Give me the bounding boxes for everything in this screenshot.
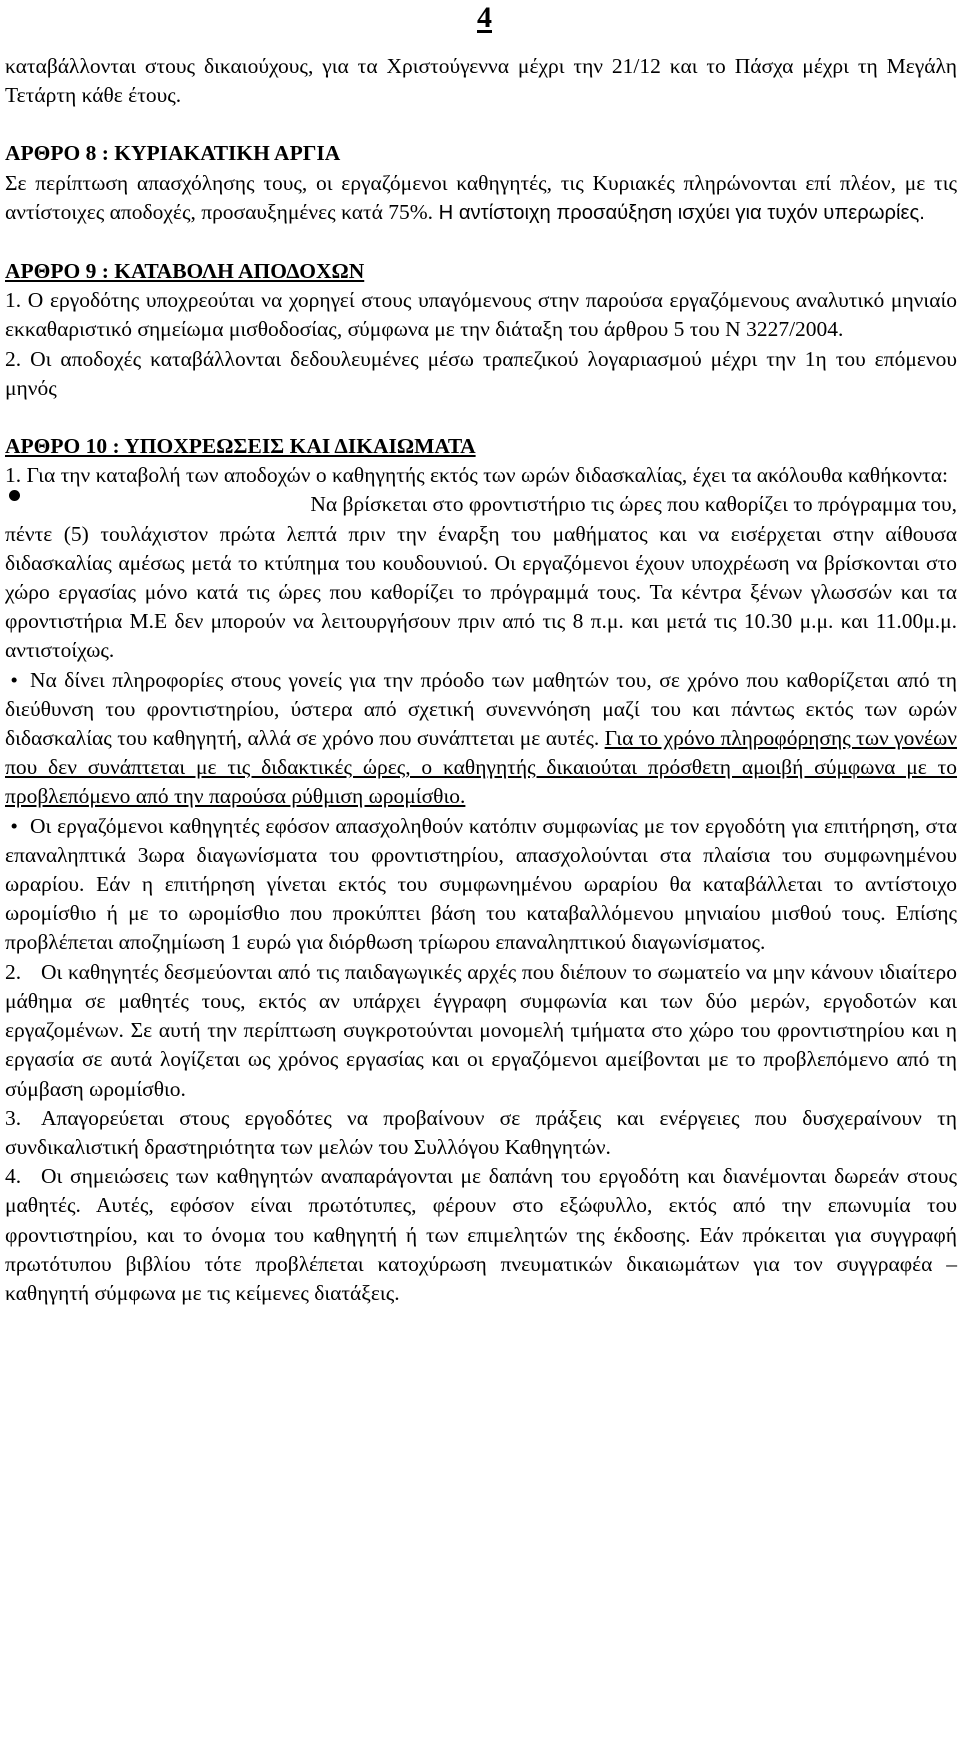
article-8-text-continued: Η αντίστοιχη προσαύξηση ισχύει για τυχόν υπερωρίες. [433,201,925,224]
spacer [5,228,957,257]
item-3-text: Απαγορεύεται στους εργοδότες να προβαίνουν σε πράξεις και ενέργειες που δυσχεραίνουν τη συνδικαλιστική δραστηριότητα των μελών του Συλλόγου Καθηγητών. [5,1105,957,1159]
article-8-text: Σε περίπτωση απασχόλησης τους, οι εργαζόμενοι καθηγητές, τις Κυριακές πληρώνονται επί πλέον, με τις αντίστοιχες αποδοχές, προσαυξημένες κατά 75%. [5,170,957,224]
page-number: 4 [477,1,492,34]
item-4-text: Οι σημειώσεις των καθηγητών αναπαράγονται με δαπάνη του εργοδότη και διανέμονται δωρεάν στους μαθητές. Αυτές, εφόσον είναι πρωτότυπες, φέρουν στο εξώφυλλο, εκτός από την επωνυμία του φροντιστηρίου, και το όνομα του καθηγητή ή των επιμελητών της έκδοσης. Εάν πρόκειται για συγγραφή πρωτότυπου βιβλίου τότε προβλέπεται κατοχύρωση πνευματικών δικαιωμάτων για τον συγγραφέα – καθηγητή σύμφωνα με τις κείμενες διατάξεις. [5,1164,957,1305]
article-9-item-1: 1. Ο εργοδότης υποχρεούται να χορηγεί στους υπαγόμενους στην παρούσα εργαζόμενους αναλυτικό μηνιαίο εκκαθαριστικό σημείωμα μισθοδοσίας, σύμφωνα με την διάταξη του άρθρου 5 του Ν 3227/2004. [5,288,957,342]
article-10-item-2 [5,958,957,1104]
article-10 [5,432,957,1308]
article-8 [5,139,957,228]
article-9 [5,257,957,403]
bullet-icon [9,490,20,501]
article-8-paragraph [5,169,957,228]
article-10-bullet-1 [5,490,957,665]
bullet-2-underlined-text: Για το χρόνο πληροφόρησης των γονέων που δεν συνάπτεται με τις διδακτικές ώρες, ο καθηγητής δικαιούται πρόσθετη αμοιβή σύμφωνα με το προβλεπόμενο από την παρούσα ρύθμιση ωρομίσθιο. [5,726,957,809]
bullet-1-first-text: Να βρίσκεται στο φροντιστήριο τις ώρες που καθορίζει το πρόγραμμα του, [310,492,957,517]
spacer [5,110,957,139]
intro-paragraph: καταβάλλονται στους δικαιούχους, για τα Χριστούγεννα μέχρι την 21/12 και το Πάσχα μέχρι τη Μεγάλη Τετάρτη κάθε έτους. [5,54,957,108]
bullet-2-text: Να δίνει πληροφορίες στους γονείς για την πρόοδο των μαθητών του, σε χρόνο που καθορίζεται από τη διεύθυνση του φροντιστηρίου, ύστερα από σχετική συνεννόηση μαζί του και πάντως εκτός των ωρών διδασκαλίας του καθηγητή, αλλά σε χρόνο που συνάπτεται με αυτές. [5,667,957,751]
article-8-title: ΑΡΘΡΟ 8 : ΚΥΡΙΑΚΑΤΙΚΗ ΑΡΓΙΑ [5,141,341,166]
article-10-item-4 [5,1162,957,1308]
article-10-bullet-2 [5,666,957,812]
document-body [5,52,957,1308]
bullet-3-text: Οι εργαζόμενοι καθηγητές εφόσον απασχοληθούν κατόπιν συμφωνίας με τον εργοδότη για επιτήρηση, στα επαναληπτικά 3ωρα διαγωνίσματα του φροντιστηρίου, απασχολούνται στα πλαίσια του συμφωνημένου ωραρίου. Εάν η επιτήρηση γίνεται εκτός του συμφωνημένου ωραρίου θα καταβάλλεται το αντίστοιχο ωρομίσθιο ή με το ωρομίσθιο που προκύπτει βάση του καταβαλλόμενου μηνιαίου μισθού τους. Επίσης προβλέπεται αποζημίωση 1 ευρώ για διόρθωση τρίωρου επαναληπτικού διαγωνίσματος. [5,813,957,955]
item-3-number: 3. [5,1105,22,1130]
article-10-item-3 [5,1104,957,1162]
bullet-1-rest: πέντε (5) τουλάχιστον πρώτα λεπτά πριν την έναρξη του μαθήματος και να εισέρχεται στην αίθουσα διδασκαλίας αμέσως μετά το κτύπημα του κουδουνιού. Οι εργαζόμενοι έχουν υποχρέωση να βρίσκονται στο χώρο εργασίας μόνο κατά τις ώρες που καθορίζει το πρόγραμμά τους. Τα κέντρα ξένων γλωσσών και τα φροντιστήρια Μ.Ε δεν μπορούν να λειτουργήσουν πριν από τις 8 π.μ. και μετά τις 10.30 μ.μ. και 11.00μ.μ. αντιστοίχως. [5,521,957,663]
bullet-1-first-line [5,490,957,519]
article-9-title: ΑΡΘΡΟ 9 : ΚΑΤΑΒΟΛΗ ΑΠΟΔΟΧΩΝ [5,259,365,284]
bullet-icon: • [5,667,18,692]
article-10-bullet-3 [5,812,957,958]
article-10-title: ΑΡΘΡΟ 10 : ΥΠΟΧΡΕΩΣΕΙΣ ΚΑΙ ΔΙΚΑΙΩΜΑΤΑ [5,434,476,459]
item-2-number: 2. [5,959,22,984]
article-9-item-2: 2. Οι αποδοχές καταβάλλονται δεδουλευμένες μέσω τραπεζικού λογαριασμού μέχρι την 1η του επόμενου μηνός [5,346,957,400]
item-2-text: Οι καθηγητές δεσμεύονται από τις παιδαγωγικές αρχές που διέπουν το σωματείο να μην κάνουν ιδιαίτερο μάθημα σε μαθητές τους, εκτός αν υπάρχει έγγραφη συμφωνία και των δύο μερών, εργοδοτών και εργαζομένων. Σε αυτή την περίπτωση συγκροτούνται μονομελή τμήματα στο χώρο του φροντιστηρίου και η εργασία σε αυτά λογίζεται ως χρόνος εργασίας και οι εργαζόμενοι αμείβονται με το προβλεπόμενο από τη σύμβαση ωρομίσθιο. [5,959,957,1101]
spacer [5,403,957,432]
item-4-number: 4. [5,1164,22,1189]
bullet-icon: • [5,813,18,838]
article-10-item-1-intro: 1. Για την καταβολή των αποδοχών ο καθηγητής εκτός των ωρών διδασκαλίας, έχει τα ακόλουθα καθήκοντα: [5,463,949,488]
